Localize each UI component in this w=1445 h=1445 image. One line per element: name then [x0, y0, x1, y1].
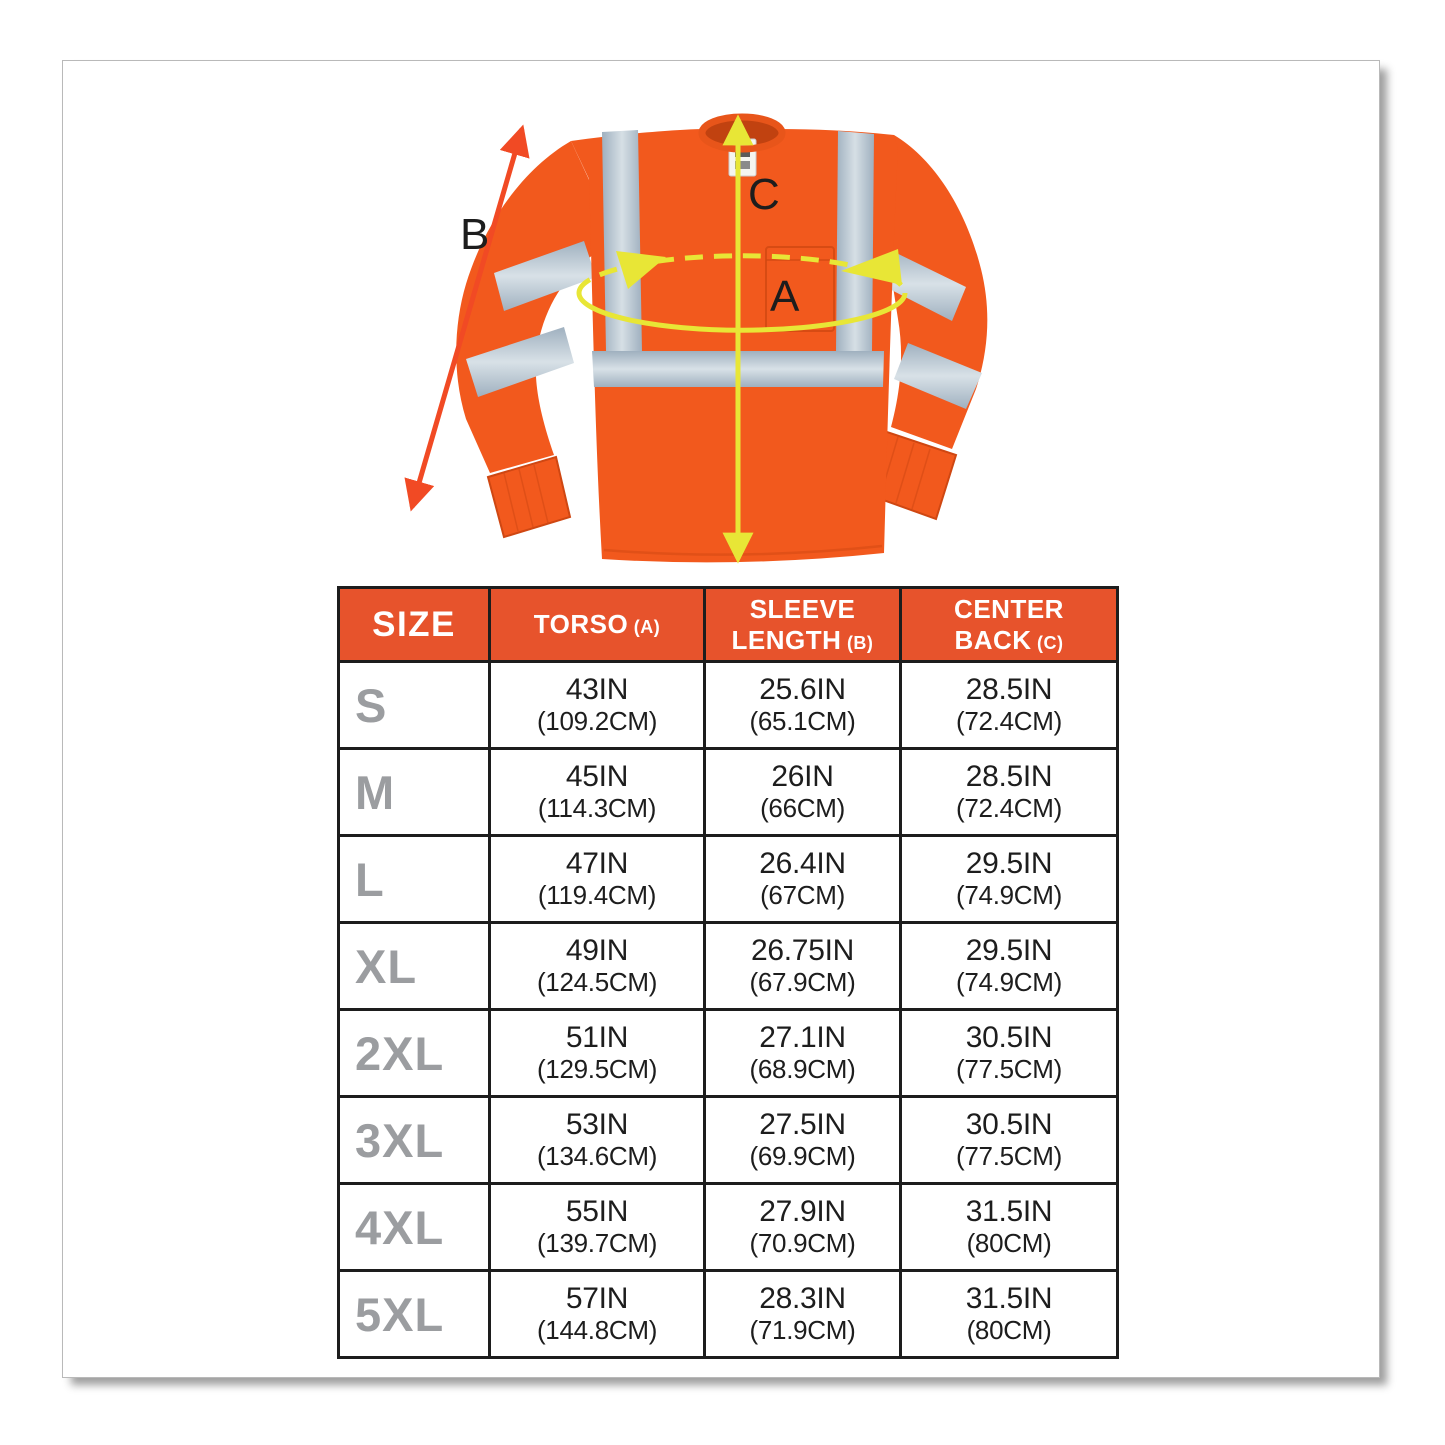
torso-measurement: [490, 1184, 705, 1271]
value-inches: 30.5IN: [965, 1020, 1053, 1054]
value-inches: 47IN: [565, 846, 629, 880]
center-back-measurement: [901, 923, 1118, 1010]
torso-measurement: [490, 662, 705, 749]
size-label: XL: [339, 923, 490, 1010]
value-inches: 57IN: [565, 1281, 629, 1315]
value-centimeters: (134.6CM): [536, 1141, 658, 1172]
torso-measurement: [490, 749, 705, 836]
sleeve-length-measurement: [705, 1010, 901, 1097]
value-centimeters: (72.4CM): [956, 793, 1062, 824]
sleeve-length-measurement: [705, 662, 901, 749]
size-table-body: [339, 662, 1118, 1358]
value-centimeters: (67.9CM): [749, 967, 856, 998]
value-inches: 43IN: [565, 672, 629, 706]
column-header-torso: TORSO (A): [490, 588, 705, 662]
size-label: M: [339, 749, 490, 836]
value-centimeters: (74.9CM): [956, 967, 1062, 998]
label-center-back: C: [748, 170, 780, 219]
center-back-measurement: [901, 836, 1118, 923]
center-back-measurement: [901, 1010, 1118, 1097]
value-inches: 27.5IN: [759, 1107, 846, 1141]
size-label: 5XL: [339, 1271, 490, 1358]
size-row-m: [339, 749, 1118, 836]
sleeve-length-measurement: [705, 1097, 901, 1184]
value-inches: 29.5IN: [965, 846, 1053, 880]
value-inches: 28.5IN: [965, 759, 1053, 793]
column-header-size: SIZE: [339, 588, 490, 662]
value-centimeters: (65.1CM): [749, 706, 856, 737]
torso-measurement: [490, 836, 705, 923]
size-label: S: [339, 662, 490, 749]
value-centimeters: (119.4CM): [537, 880, 657, 911]
value-inches: 45IN: [565, 759, 629, 793]
value-centimeters: (74.9CM): [956, 880, 1062, 911]
value-centimeters: (80CM): [966, 1315, 1052, 1346]
value-centimeters: (71.9CM): [749, 1315, 856, 1346]
value-inches: 53IN: [565, 1107, 629, 1141]
center-back-measurement: [901, 1184, 1118, 1271]
center-back-measurement: [901, 749, 1118, 836]
value-centimeters: (144.8CM): [536, 1315, 658, 1346]
value-centimeters: (139.7CM): [536, 1228, 658, 1259]
value-inches: 28.5IN: [965, 672, 1053, 706]
value-centimeters: (77.5CM): [956, 1054, 1062, 1085]
value-inches: 26.75IN: [751, 933, 854, 967]
size-row-3xl: [339, 1097, 1118, 1184]
center-back-measurement: [901, 1097, 1118, 1184]
header-row: [339, 588, 1118, 662]
product-size-chart-card: [62, 60, 1380, 1378]
value-centimeters: (114.3CM): [537, 793, 657, 824]
size-row-4xl: [339, 1184, 1118, 1271]
column-header-sub: (A): [628, 617, 661, 638]
value-inches: 26.4IN: [759, 846, 846, 880]
label-sleeve-length: B: [460, 210, 490, 259]
size-row-s: [339, 662, 1118, 749]
value-centimeters: (129.5CM): [536, 1054, 658, 1085]
value-inches: 55IN: [565, 1194, 629, 1228]
torso-measurement: [490, 1097, 705, 1184]
center-back-measurement: [901, 662, 1118, 749]
value-inches: 51IN: [565, 1020, 629, 1054]
value-centimeters: (67CM): [760, 880, 845, 911]
column-header-sub: (C): [1031, 632, 1064, 653]
value-inches: 28.3IN: [759, 1281, 846, 1315]
sleeve-length-measurement: [705, 1184, 901, 1271]
sleeve-length-measurement: [705, 836, 901, 923]
value-centimeters: (77.5CM): [956, 1141, 1062, 1172]
value-centimeters: (72.4CM): [956, 706, 1062, 737]
size-table: [337, 586, 1119, 1359]
value-inches: 49IN: [565, 933, 629, 967]
size-label: 2XL: [339, 1010, 490, 1097]
value-centimeters: (68.9CM): [749, 1054, 856, 1085]
size-label: 4XL: [339, 1184, 490, 1271]
size-row-l: [339, 836, 1118, 923]
value-centimeters: (69.9CM): [749, 1141, 856, 1172]
value-centimeters: (66CM): [760, 793, 845, 824]
sleeve-length-measurement: [705, 749, 901, 836]
size-row-5xl: [339, 1271, 1118, 1358]
value-centimeters: (109.2CM): [536, 706, 658, 737]
label-torso: A: [770, 272, 800, 321]
value-inches: 27.1IN: [759, 1020, 846, 1054]
left-sleeve: [456, 141, 598, 473]
value-centimeters: (70.9CM): [749, 1228, 856, 1259]
shirt-measurement-diagram: [386, 89, 1046, 579]
value-inches: 31.5IN: [965, 1281, 1053, 1315]
value-centimeters: (124.5CM): [536, 967, 658, 998]
torso-measurement: [490, 1010, 705, 1097]
column-header-center-back: CENTER BACK (C): [901, 588, 1118, 662]
value-inches: 25.6IN: [759, 672, 846, 706]
value-inches: 26IN: [771, 759, 834, 793]
center-back-measurement: [901, 1271, 1118, 1358]
size-row-xl: [339, 923, 1118, 1010]
column-header-sleeve-length: SLEEVE LENGTH (B): [705, 588, 901, 662]
torso-measurement: [490, 923, 705, 1010]
column-header-sub: (B): [841, 632, 874, 653]
value-centimeters: (80CM): [966, 1228, 1052, 1259]
sleeve-length-measurement: [705, 923, 901, 1010]
sleeve-length-measurement: [705, 1271, 901, 1358]
value-inches: 27.9IN: [759, 1194, 846, 1228]
torso-measurement: [490, 1271, 705, 1358]
size-label: L: [339, 836, 490, 923]
size-label: 3XL: [339, 1097, 490, 1184]
value-inches: 29.5IN: [965, 933, 1053, 967]
size-row-2xl: [339, 1010, 1118, 1097]
value-inches: 30.5IN: [965, 1107, 1053, 1141]
value-inches: 31.5IN: [965, 1194, 1053, 1228]
